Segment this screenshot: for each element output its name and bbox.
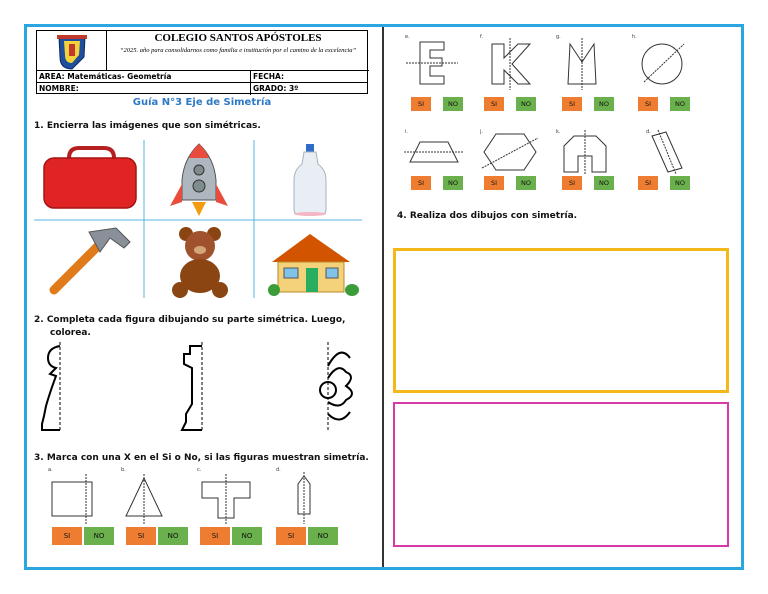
school-logo-icon — [37, 31, 107, 71]
pencil-figure — [298, 472, 310, 524]
no-button-j[interactable]: NO — [516, 176, 536, 190]
si-button-a[interactable]: SI — [52, 527, 82, 545]
no-button-h[interactable]: NO — [670, 97, 690, 111]
no-button-g[interactable]: NO — [594, 97, 614, 111]
letter-k-figure — [492, 38, 530, 90]
no-button-a[interactable]: NO — [84, 527, 114, 545]
figure-label-k: k. — [556, 129, 561, 135]
si-button-i[interactable]: SI — [411, 176, 431, 190]
question-1: 1. Encierra las imágenes que son simétricas. — [34, 121, 261, 131]
si-button-k[interactable]: SI — [562, 176, 582, 190]
hexagon-figure — [482, 134, 538, 170]
header-table — [36, 30, 368, 94]
rocket-icon — [170, 144, 228, 216]
grado-label: GRADO: 3º — [250, 83, 369, 95]
nombre-row — [37, 83, 367, 95]
no-button-i[interactable]: NO — [443, 176, 463, 190]
half-flower-icon — [320, 342, 352, 432]
figure-label-d: d. — [276, 467, 281, 473]
title-cell — [107, 31, 369, 71]
si-button-f[interactable]: SI — [484, 97, 504, 111]
area-label: AREA: Matemáticas- Geometría — [39, 72, 172, 81]
t-shape-figure — [202, 474, 250, 524]
figure-label-e: e. — [405, 34, 410, 40]
si-button-j[interactable]: SI — [484, 176, 504, 190]
no-button-k[interactable]: NO — [594, 176, 614, 190]
no-button-f[interactable]: NO — [516, 97, 536, 111]
si-button-d[interactable]: SI — [276, 527, 306, 545]
q3-figures-row-2 — [400, 36, 720, 94]
figure-label-j: j. — [480, 129, 483, 135]
si-button-e[interactable]: SI — [411, 97, 431, 111]
figure-label-g: g. — [556, 34, 561, 40]
question-3: 3. Marca con una X en el Si o No, si las figuras muestran simetría. — [34, 453, 369, 463]
half-figures — [40, 342, 360, 434]
school-motto: “2025. año para consolidarnos como familia e institución por el camino de la excelencia” — [119, 47, 357, 54]
logo-cell — [37, 31, 107, 71]
figure-label-b: b. — [121, 467, 126, 473]
half-pawn-icon — [42, 342, 60, 432]
si-button-g[interactable]: SI — [562, 97, 582, 111]
no-button-e[interactable]: NO — [443, 97, 463, 111]
trapezoid-figure — [404, 142, 464, 162]
letter-m-figure — [568, 38, 596, 90]
hammer-icon — [54, 228, 130, 290]
circle-figure — [642, 44, 684, 84]
half-rook-icon — [182, 342, 202, 432]
figure-label-a: a. — [48, 467, 53, 473]
arch-figure — [564, 130, 606, 174]
si-button-d2[interactable]: SI — [638, 176, 658, 190]
q3-figures-row-3 — [400, 128, 720, 176]
question-2-line-2: colorea. — [50, 328, 91, 338]
triangle-figure — [126, 474, 162, 524]
house-icon — [268, 234, 359, 296]
figure-label-i: i. — [405, 129, 408, 135]
guide-title: Guía N°3 Eje de Simetría — [132, 97, 272, 108]
figure-label-h: h. — [632, 34, 637, 40]
square-figure — [52, 474, 92, 524]
q3-figures — [40, 470, 360, 525]
no-button-c[interactable]: NO — [232, 527, 262, 545]
bottle-icon — [294, 144, 326, 216]
question-2-line-1: 2. Completa cada figura dibujando su parte simétrica. Luego, — [34, 315, 346, 325]
nombre-label: NOMBRE: — [39, 84, 79, 93]
teddy-bear-icon — [172, 227, 228, 298]
rotated-rectangle-figure — [652, 130, 682, 174]
figure-label-f: f. — [480, 34, 483, 40]
column-divider — [382, 27, 384, 567]
symmetry-image-grid — [34, 140, 364, 300]
suitcase-icon — [44, 148, 136, 208]
no-button-b[interactable]: NO — [158, 527, 188, 545]
question-4: 4. Realiza dos dibujos con simetría. — [397, 211, 578, 221]
si-button-h[interactable]: SI — [638, 97, 658, 111]
figure-label-c: c. — [197, 467, 202, 473]
no-button-d[interactable]: NO — [308, 527, 338, 545]
school-name: COLEGIO SANTOS APÓSTOLES — [154, 32, 322, 44]
figure-label-d2: d. — [646, 129, 651, 135]
letter-e-figure — [406, 42, 458, 84]
drawing-box-2[interactable] — [393, 402, 729, 547]
area-row — [37, 71, 367, 83]
fecha-label: FECHA: — [250, 71, 369, 83]
si-button-c[interactable]: SI — [200, 527, 230, 545]
drawing-box-1[interactable] — [393, 248, 729, 393]
si-button-b[interactable]: SI — [126, 527, 156, 545]
no-button-d2[interactable]: NO — [670, 176, 690, 190]
